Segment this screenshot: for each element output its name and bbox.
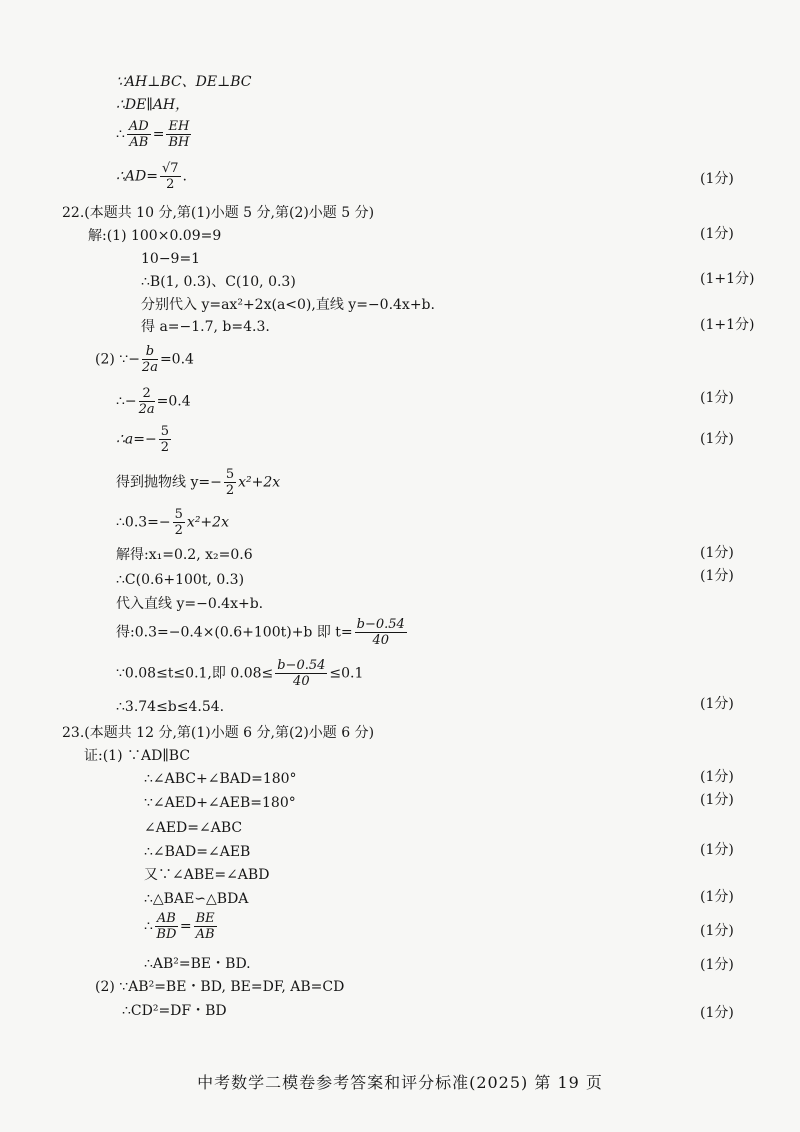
proof-line: ∴∠ABC+∠BAD=180° [144, 771, 297, 787]
solution-line: (2) ∵− $\frac{b}{2a}$ =0.4 [95, 344, 194, 375]
score-mark: (1分) [700, 696, 734, 712]
solution-line: ∵0.08≤t≤0.1,即 0.08≤ $\frac{b-0.54}{40}$ ≤0.1 [116, 658, 364, 689]
proof-line: ∴ $\frac{AD}{AB}$ = $\frac{EH}{BH}$ [116, 119, 190, 150]
score-mark: (1分) [700, 923, 734, 939]
proof-line: 证:(1) ∵AD∥BC [84, 748, 191, 764]
question-header: 23.(本题共 12 分,第(1)小题 6 分,第(2)小题 6 分) [62, 725, 375, 741]
score-mark: (1分) [700, 769, 734, 785]
score-mark: (1分) [700, 226, 734, 242]
solution-line: 解:(1) 100×0.09=9 [88, 228, 222, 244]
solution-line: 分别代入 y=ax²+2x(a<0),直线 y=−0.4x+b. [141, 297, 435, 313]
proof-line: ∴DE∥AH， [116, 97, 190, 113]
score-mark: (1分) [700, 792, 734, 808]
score-mark: (1分) [700, 889, 734, 905]
solution-line: ∴C(0.6+100t, 0.3) [116, 572, 245, 588]
solution-line: ∴− $\frac{2}{2a}$ =0.4 [116, 386, 191, 417]
solution-line: 得 a=−1.7, b=4.3. [141, 319, 270, 335]
score-mark: (1分) [700, 390, 734, 406]
solution-line: ∴0.3=− $\frac{5}{2}$ x²+2x [116, 507, 229, 538]
solution-line: ∴a=− $\frac{5}{2}$ [116, 424, 169, 455]
score-mark: (1分) [700, 1005, 734, 1021]
score-mark: (1分) [700, 842, 734, 858]
score-mark: (1+1分) [700, 317, 755, 333]
solution-line: 10−9=1 [141, 251, 201, 267]
score-mark: (1+1分) [700, 271, 755, 287]
proof-line: ∵∠AED+∠AEB=180° [144, 795, 296, 811]
solution-line: 解得:x₁=0.2, x₂=0.6 [116, 547, 253, 563]
score-mark: (1分) [700, 171, 734, 187]
proof-line: ∴∠BAD=∠AEB [144, 844, 251, 860]
proof-line: ∴CD²=DF・BD [122, 1003, 227, 1019]
question-header: 22.(本题共 10 分,第(1)小题 5 分,第(2)小题 5 分) [62, 205, 375, 221]
proof-line: ∠AED=∠ABC [144, 820, 243, 836]
proof-line: ∴ $\frac{AB}{BD}$ = $\frac{BE}{AB}$ [144, 911, 215, 942]
proof-line: (2) ∵AB²=BE・BD, BE=DF, AB=CD [95, 979, 345, 995]
solution-line: ∴B(1, 0.3)、C(10, 0.3) [141, 274, 296, 290]
proof-line: ∴AB²=BE・BD. [144, 956, 251, 972]
solution-line: 得到抛物线 y=− $\frac{5}{2}$ x²+2x [116, 467, 281, 498]
solution-line: 得:0.3=−0.4×(0.6+100t)+b 即 t= $\frac{b-0.54}{40}$ [116, 617, 405, 648]
proof-line: ∴△BAE∽△BDA [144, 891, 249, 907]
score-mark: (1分) [700, 568, 734, 584]
solution-line: 代入直线 y=−0.4x+b. [116, 596, 264, 612]
score-mark: (1分) [700, 957, 734, 973]
solution-line: ∴3.74≤b≤4.54. [116, 699, 225, 715]
page-footer: 中考数学二模卷参考答案和评分标准(2025) 第 19 页 [197, 1073, 603, 1092]
proof-line: ∵AH⊥BC、DE⊥BC [116, 74, 252, 90]
score-mark: (1分) [700, 431, 734, 447]
proof-line: 又∵∠ABE=∠ABD [144, 867, 270, 883]
score-mark: (1分) [700, 545, 734, 561]
proof-line: ∴AD= $\frac{√7}{2}$ . [116, 161, 187, 192]
